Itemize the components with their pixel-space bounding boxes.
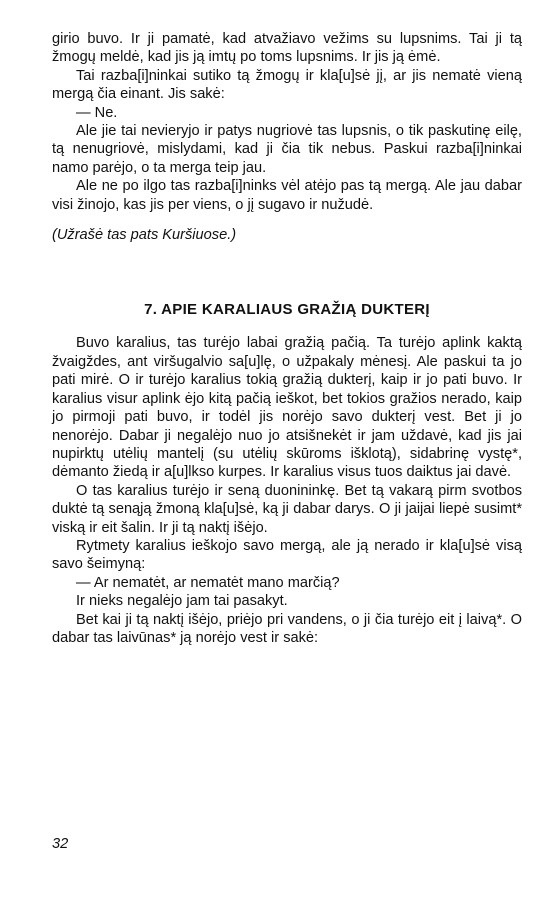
paragraph: Bet kai ji tą naktį išėjo, priėjo pri vandens, o ji čia turėjo eit į laivą*. O dabar tas laivūnas* ją norėjo vest ir sakė: [52, 611, 522, 646]
paragraph: girio buvo. Ir ji pamatė, kad atvažiavo vežims su lupsnims. Tai ji tą žmogų meldė, kad jis ją imtų po toms lupsnims. Ir jis ją ėmė. [52, 31, 522, 66]
top-text-block [52, 30, 522, 244]
paragraph: Buvo karalius, tas turėjo labai gražią pačią. Ta turėjo aplink kaktą žvaigždes, ant viršugalvio sa[u]lę, o užpakaly mėnesį. Ale paskui ta jo pati mirė. O ir turėjo karalius tokią gražią dukterį, kaip ir jo pati buvo. Ir karalius visur aplink ėjo kitą pačią ieškot, bet tokios gražios nerado, kaip jo pirmoji pati buvo, ir todėl jis norėjo savo dukterį vest. Bet ji jo nenorėjo. Dabar ji negalėjo nuo jo atsišnekėt ir jam uždavė, kad jis jai nupirktų utėlių mantelį (su utėlių skūroms išklotą), sidabrinę vystę*, dėmanto žiedą ir a[u]lkso kurpes. Ir karalius visus tuos daiktus jai davė. [52, 335, 522, 481]
paragraph: Ir nieks negalėjo jam tai pasakyt. [76, 593, 288, 610]
section-title: 7. APIE KARALIAUS GRAŽIĄ DUKTERĮ [144, 301, 430, 319]
paragraph: Ale ne po ilgo tas razba[i]ninks vėl atėjo pas tą mergą. Ale jau dabar visi žinojo, kas jis per viens, o jį sugavo ir nužudė. [52, 178, 522, 213]
paragraph: Tai razba[i]ninkai sutiko tą žmogų ir kla[u]sė jį, ar jis nematė vieną mergą čia einant. Jis sakė: [52, 67, 522, 103]
paragraph: O tas karalius turėjo ir seną duonininkę. Bet tą vakarą pirm svotbos duktė tą senąją žmoną kla[u]sė, ką ji dabar darys. O ji jaijai liepė susimt* viską ir eit šalin. Ir ji tą naktį išėjo. [52, 482, 522, 536]
paragraph: Rytmety karalius ieškojo savo mergą, ale ją nerado ir kla[u]sė visą savo šeimyną: [52, 537, 522, 573]
source-note: (Užrašė tas pats Kuršiuose.) [52, 227, 237, 244]
paragraph: Ale jie tai nevieryjo ir patys nugriovė tas lupsnis, o tik paskutinę eilę, tą nenugriovė, mislydami, kad ji čia tik nebus. Paskui razba[i]ninkai namo parėjo, o ta merga teip jau. [52, 123, 522, 176]
story-text-block [52, 334, 522, 647]
paragraph: — Ne. [76, 104, 118, 121]
page-number: 32 [52, 836, 69, 852]
paragraph: — Ar nematėt, ar nematėt mano marčią? [76, 574, 340, 591]
